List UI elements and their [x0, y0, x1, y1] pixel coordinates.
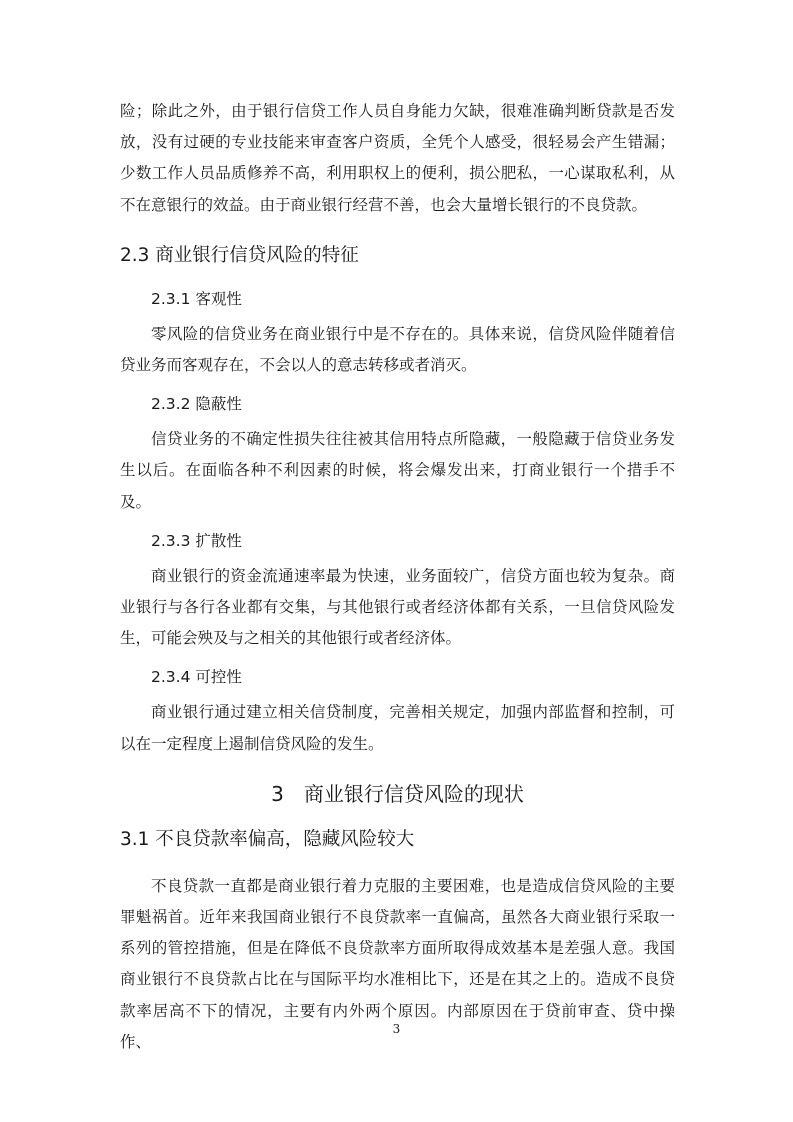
- page-number: 3: [392, 1022, 401, 1036]
- subsection-heading-2-3-1: 2.3.1 客观性: [151, 289, 242, 308]
- section-heading-3-1: 3.1 不良贷款率偏高，隐藏风险较大: [120, 828, 415, 850]
- subsection-text-2-3-4: 商业银行通过建立相关信贷制度，完善相关规定，加强内部监督和控制，可以在一定程度上遏制信贷风险的发生。: [120, 703, 675, 753]
- subsection-text-2-3-3: 商业银行的资金流通速率最为快速，业务面较广，信贷方面也较为复杂。商业银行与各行各业都有交集，与其他银行或者经济体都有关系，一旦信贷风险发生，可能会殃及与之相关的其他银行或者经济体。: [120, 566, 675, 648]
- subsection-text-2-3-1: 零风险的信贷业务在商业银行中是不存在的。具体来说，信贷风险伴随着信贷业务而客观存在，不会以人的意志转移或者消灭。: [120, 324, 675, 375]
- subsection-text-2-3-2: 信贷业务的不确定性损失往往被其信用特点所隐藏，一般隐藏于信贷业务发生以后。在面临各种不利因素的时候，将会爆发出来，打商业银行一个措手不及。: [120, 430, 675, 511]
- chapter-heading-3: 3 商业银行信贷风险的现状: [271, 781, 524, 806]
- section-text-3-1: 不良贷款一直都是商业银行着力克服的主要困难，也是造成信贷风险的主要罪魁祸首。近年来我国商业银行不良贷款率一直偏高，虽然各大商业银行采取一系列的管控措施，但是在降低不良贷款率方面所取得成效基本是差强人意。我国商业银行不良贷款占比在与国际平均水准相比下，还是在其之上的。造成不良贷款率居高不下的情况，主要有内外两个原因。内部原因在于贷前审查、贷中操作、: [120, 876, 675, 1051]
- subsection-heading-2-3-2: 2.3.2 隐蔽性: [151, 395, 242, 414]
- subsection-heading-2-3-4: 2.3.4 可控性: [151, 668, 242, 687]
- section-heading-2-3: 2.3 商业银行信贷风险的特征: [120, 244, 359, 266]
- subsection-heading-2-3-3: 2.3.3 扩散性: [151, 531, 242, 550]
- page-content: [120, 96, 675, 1058]
- intro-paragraph: 险；除此之外，由于银行信贷工作人员自身能力欠缺，很难准确判断贷款是否发放，没有过硬的专业技能来审查客户资质，全凭个人感受，很轻易会产生错漏；少数工作人员品质修养不高，利用职权上的便利，损公肥私，一心谋取私利，从不在意银行的效益。由于商业银行经营不善，也会大量增长银行的不良贷款。: [120, 102, 675, 214]
